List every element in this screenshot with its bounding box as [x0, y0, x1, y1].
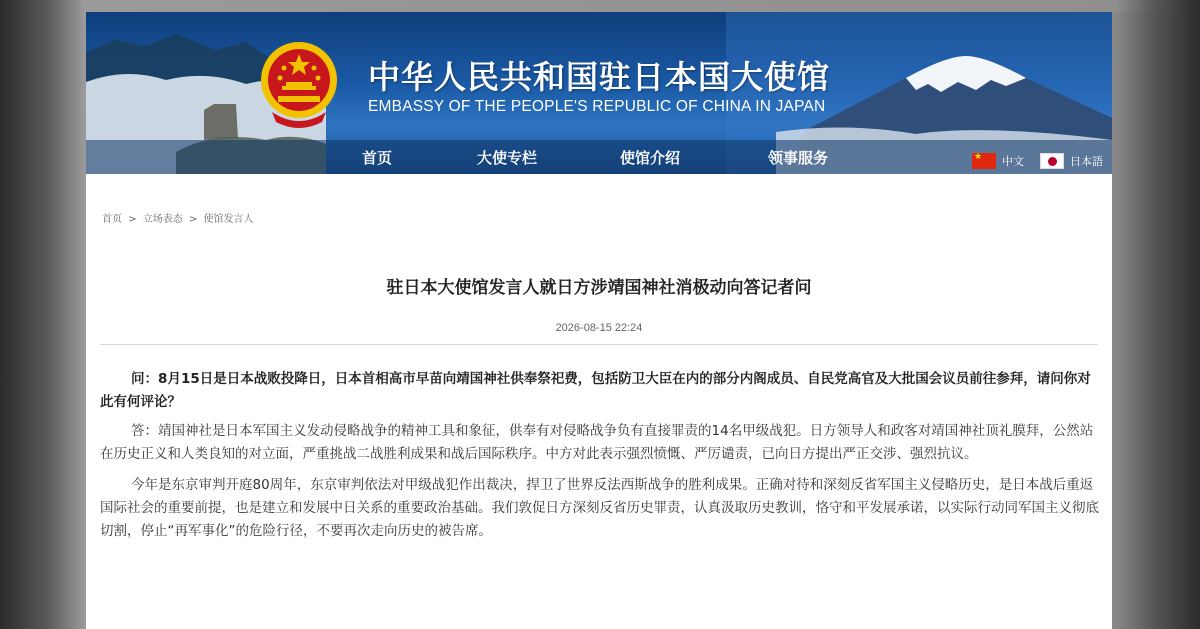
article-paragraph: 今年是东京审判开庭80周年，东京审判依法对甲级战犯作出裁决，捍卫了世界反法西斯战争的胜利成果。正确对待和深刻反省军国主义侵略历史，是日本战后重返国际社会的重要前提，也是建立和发展中日关系的重要政治基础。我们敦促日方深刻反省历史罪责，认真汲取历史教训，恪守和平发展承诺，以实际行动同军国主义彻底切割，停止“再军事化”的危险行径，不要再次走向历史的被告席。: [100, 477, 1099, 539]
breadcrumb: [102, 210, 254, 225]
article-answer: 答：靖国神社是日本军国主义发动侵略战争的精神工具和象征，供奉有对侵略战争负有直接罪责的14名甲级战犯。日方领导人和政客对靖国神社顶礼膜拜，公然站在历史正义和人类良知的对立面，严重挑战二战胜利成果和战后国际秩序。中方对此表示强烈愤慨、严厉谴责，已向日方提出严正交涉、强烈抗议。: [100, 423, 1094, 462]
article-body: [100, 368, 1100, 551]
article-title: 驻日本大使馆发言人就日方涉靖国神社消极动向答记者问: [386, 278, 812, 298]
lang-chinese-label: 中文: [1002, 155, 1024, 168]
main-nav: [86, 140, 1112, 174]
nav-consular-services[interactable]: 领事服务: [768, 149, 829, 167]
national-emblem-icon: [258, 38, 340, 128]
china-flag-icon: [972, 153, 996, 169]
nav-ambassador-column[interactable]: 大使专栏: [477, 149, 538, 167]
lang-japanese[interactable]: [1040, 153, 1103, 169]
embassy-title-cn: 中华人民共和国驻日本国大使馆: [368, 58, 831, 96]
embassy-page: [86, 12, 1112, 629]
nav-embassy-intro[interactable]: 使馆介绍: [620, 149, 681, 167]
divider: [100, 344, 1098, 345]
japan-flag-icon: [1040, 153, 1064, 169]
page-shadow: [1112, 12, 1200, 629]
header-banner: [86, 12, 1112, 174]
embassy-title-en: EMBASSY OF THE PEOPLE'S REPUBLIC OF CHINA IN JAPAN: [368, 98, 826, 115]
breadcrumb-home[interactable]: 首页: [102, 214, 122, 225]
breadcrumb-separator: >: [128, 214, 137, 225]
lang-chinese[interactable]: [972, 153, 1024, 169]
breadcrumb-spokesperson[interactable]: 使馆发言人: [203, 214, 254, 225]
article-date: 2026-08-15 22:24: [555, 322, 643, 334]
breadcrumb-separator: >: [188, 214, 198, 225]
nav-home[interactable]: 首页: [362, 149, 393, 167]
lang-japanese-label: 日本語: [1070, 155, 1103, 168]
breadcrumb-position-statements[interactable]: 立场表态: [142, 214, 183, 225]
article-question: 问：8月15日是日本战败投降日，日本首相高市早苗向靖国神社供奉祭祀费，包括防卫大臣在内的部分内阁成员、自民党高官及大批国会议员前往参拜，请问你对此有何评论？: [100, 371, 1091, 410]
